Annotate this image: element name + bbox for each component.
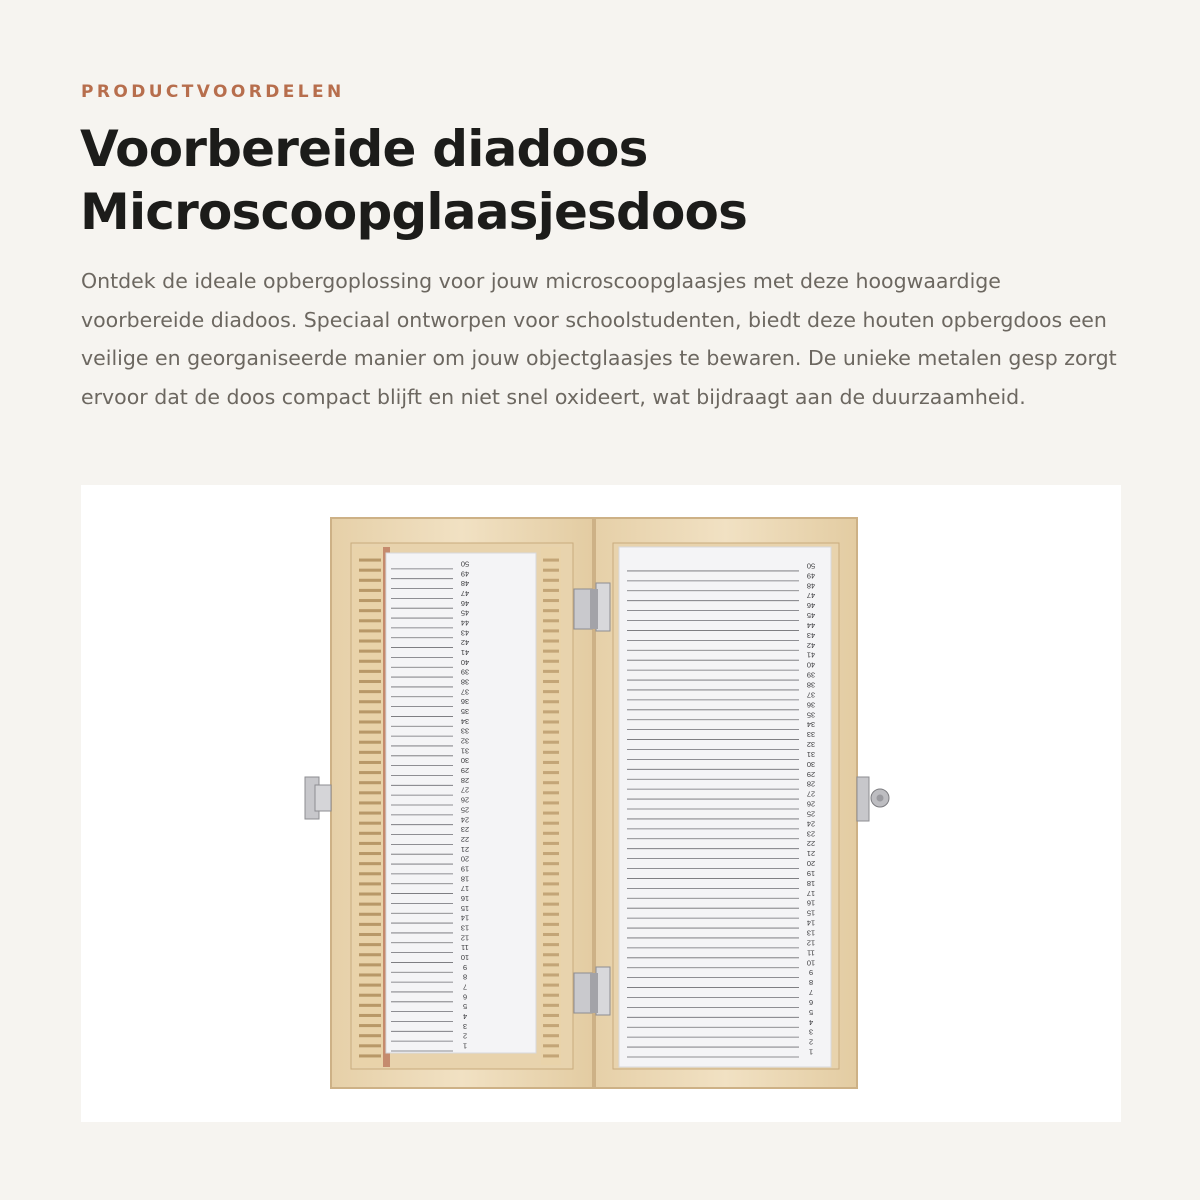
slot-number: 7: [808, 988, 814, 998]
slot-number: 41: [806, 650, 816, 660]
rack-slot: [543, 700, 559, 703]
slot-number: 16: [806, 898, 816, 908]
product-description: Ontdek de ideale opbergoplossing voor jouw microscoopglaasjes met deze hoogwaardige voorbereide diadoos. Speciaal ontworpen voor schoolstudenten, biedt deze houten opbergdoos een veilige en georganiseerde manier om jouw objectglaasjes te bewaren. De unieke metalen gesp zorgt ervoor dat de doos compact blijft en niet snel oxideert, wat bijdraagt aan de duurzaamheid.: [81, 269, 1117, 409]
rack-slot: [543, 720, 559, 723]
slot-number: 35: [460, 707, 470, 717]
slot-number: 23: [806, 829, 816, 839]
hinge-bottom: [574, 967, 610, 1015]
rack-slot: [359, 680, 381, 683]
rack-slot: [543, 680, 559, 683]
slot-number: 44: [460, 618, 470, 628]
rack-slot: [543, 619, 559, 622]
rack-slot: [543, 690, 559, 693]
rack-slot: [359, 893, 381, 896]
slot-number: 44: [806, 620, 816, 630]
slot-number: 42: [806, 640, 816, 650]
rack-slot: [359, 943, 381, 946]
slot-number: 19: [460, 864, 470, 874]
slot-number: 48: [460, 579, 470, 589]
rack-slot: [359, 882, 381, 885]
rack-slot: [359, 559, 381, 562]
rack-slot: [359, 923, 381, 926]
slot-number: 45: [460, 608, 470, 618]
rack-slot: [543, 660, 559, 663]
rack-slot: [543, 559, 559, 562]
slot-number: 25: [460, 805, 470, 815]
slot-number: 10: [806, 958, 816, 968]
slot-number: 6: [462, 992, 468, 1002]
slot-number: 8: [808, 978, 814, 988]
slot-number: 12: [460, 933, 470, 943]
rack-slot: [359, 609, 381, 612]
rack-slot: [543, 963, 559, 966]
rack-slot: [359, 913, 381, 916]
rack-slot: [359, 1054, 381, 1057]
slot-number: 21: [460, 844, 470, 854]
rack-slot: [543, 822, 559, 825]
rack-slot: [543, 842, 559, 845]
eyebrow-label: PRODUCTVOORDELEN: [81, 82, 345, 102]
slot-number: 22: [460, 834, 470, 844]
rack-slot: [543, 923, 559, 926]
rack-slot: [359, 984, 381, 987]
rack-slot: [543, 670, 559, 673]
rack-slot: [543, 1024, 559, 1027]
rack-slot: [359, 791, 381, 794]
slot-number: 2: [808, 1037, 814, 1047]
slot-number: 15: [460, 903, 470, 913]
rack-slot: [359, 812, 381, 815]
rack-slot: [359, 751, 381, 754]
slot-number: 3: [808, 1027, 814, 1037]
rack-slot: [543, 933, 559, 936]
slot-number: 35: [806, 710, 816, 720]
slot-number: 46: [460, 598, 470, 608]
rack-slot: [543, 862, 559, 865]
slot-number: 26: [806, 799, 816, 809]
rack-slot: [543, 640, 559, 643]
rack-slot: [359, 1014, 381, 1017]
slot-number: 46: [806, 601, 816, 611]
rack-slot: [543, 751, 559, 754]
slot-number: 45: [806, 611, 816, 621]
slot-number: 20: [460, 854, 470, 864]
slot-number: 38: [806, 680, 816, 690]
slot-number: 30: [460, 756, 470, 766]
slot-number: 24: [806, 819, 816, 829]
slot-number: 32: [806, 740, 816, 750]
rack-slot: [359, 832, 381, 835]
slot-number: 9: [462, 962, 468, 972]
rack-slot: [543, 741, 559, 744]
rack-slot: [359, 569, 381, 572]
rack-slot: [359, 660, 381, 663]
hinge-top: [574, 583, 610, 631]
slot-number: 36: [460, 697, 470, 707]
rack-slot: [543, 650, 559, 653]
slot-number: 50: [806, 561, 816, 571]
slot-number: 43: [460, 628, 470, 638]
rack-slot: [543, 609, 559, 612]
rack-slot: [543, 893, 559, 896]
rack-slot: [543, 812, 559, 815]
index-card-right: [619, 547, 831, 1067]
rack-slot: [543, 589, 559, 592]
slot-number: 1: [462, 1041, 468, 1051]
rack-slot: [359, 994, 381, 997]
slot-number: 36: [806, 700, 816, 710]
slot-number: 48: [806, 581, 816, 591]
rack-slot: [359, 963, 381, 966]
slot-number: 2: [462, 1031, 468, 1041]
slot-number: 20: [806, 859, 816, 869]
slot-number: 38: [460, 677, 470, 687]
rack-slot: [543, 994, 559, 997]
slot-number: 21: [806, 849, 816, 859]
slot-number: 19: [806, 868, 816, 878]
slot-number: 24: [460, 815, 470, 825]
slot-number: 18: [806, 878, 816, 888]
slot-number: 9: [808, 968, 814, 978]
slot-number: 10: [460, 953, 470, 963]
rack-slot: [543, 903, 559, 906]
rack-slot: [543, 781, 559, 784]
rack-slot: [543, 710, 559, 713]
slot-number: 39: [460, 667, 470, 677]
slot-number: 29: [806, 769, 816, 779]
rack-slot: [543, 569, 559, 572]
rack-slot: [359, 953, 381, 956]
slot-number: 17: [806, 888, 816, 898]
rack-slot: [543, 984, 559, 987]
rack-slot: [359, 710, 381, 713]
slot-number: 6: [808, 997, 814, 1007]
slot-number: 12: [806, 938, 816, 948]
rack-slot: [359, 781, 381, 784]
rack-slot: [359, 690, 381, 693]
rack-slot: [359, 771, 381, 774]
rack-slot: [543, 731, 559, 734]
slot-number: 27: [806, 789, 816, 799]
rack-slot: [359, 903, 381, 906]
rack-slot: [543, 882, 559, 885]
rack-slot: [543, 1004, 559, 1007]
slot-number: 14: [806, 918, 816, 928]
rack-slot: [543, 953, 559, 956]
slot-number: 40: [460, 657, 470, 667]
rack-slot: [359, 731, 381, 734]
slot-number: 17: [460, 884, 470, 894]
page-title: [80, 118, 1140, 244]
slot-number: 42: [460, 638, 470, 648]
rack-slot: [359, 862, 381, 865]
slot-number: 23: [460, 825, 470, 835]
slot-number: 41: [460, 647, 470, 657]
rack-slot: [359, 852, 381, 855]
rack-slot: [359, 1034, 381, 1037]
slot-number: 14: [460, 913, 470, 923]
rack-slot: [359, 650, 381, 653]
slot-number: 29: [460, 766, 470, 776]
rack-slot: [359, 599, 381, 602]
slide-box-illustration: [81, 485, 1121, 1122]
rack-slot: [359, 700, 381, 703]
rack-slot: [359, 589, 381, 592]
rack-slot: [359, 670, 381, 673]
slot-number: 47: [460, 588, 470, 598]
slot-number: 50: [460, 559, 470, 569]
slot-number: 37: [806, 690, 816, 700]
rack-slot: [543, 629, 559, 632]
rack-slot: [359, 842, 381, 845]
slot-number: 31: [460, 746, 470, 756]
product-image: [81, 485, 1121, 1122]
slot-rack-left: [353, 547, 383, 1067]
slot-number: 37: [460, 687, 470, 697]
slot-number: 49: [806, 571, 816, 581]
slot-number: 4: [808, 1017, 814, 1027]
slot-number: 18: [460, 874, 470, 884]
slot-number: 47: [806, 591, 816, 601]
slot-number: 7: [462, 982, 468, 992]
rack-slot: [543, 872, 559, 875]
rack-slot: [543, 943, 559, 946]
slot-number: 4: [462, 1012, 468, 1022]
slot-number: 5: [808, 1007, 814, 1017]
rack-slot: [543, 1014, 559, 1017]
slot-number: 28: [806, 779, 816, 789]
slot-number: 34: [460, 716, 470, 726]
slot-number: 13: [460, 923, 470, 933]
slot-number: 15: [806, 908, 816, 918]
slot-number: 25: [806, 809, 816, 819]
rack-slot: [359, 720, 381, 723]
rack-slot: [359, 801, 381, 804]
rack-slot: [543, 1034, 559, 1037]
rack-slot: [543, 761, 559, 764]
rack-slot: [543, 771, 559, 774]
rack-slot: [543, 1044, 559, 1047]
rack-slot: [359, 761, 381, 764]
rack-slot: [359, 640, 381, 643]
rack-slot: [543, 801, 559, 804]
rack-slot: [543, 973, 559, 976]
rack-slot: [359, 1044, 381, 1047]
slot-rack-right: [541, 547, 561, 1065]
title-line-1: Voorbereide diadoos: [80, 120, 648, 178]
slot-number: 27: [460, 785, 470, 795]
rack-slot: [543, 599, 559, 602]
rack-slot: [359, 619, 381, 622]
rack-slot: [543, 832, 559, 835]
slot-number: 28: [460, 775, 470, 785]
rack-slot: [359, 933, 381, 936]
slot-number: 13: [806, 928, 816, 938]
rack-slot: [359, 579, 381, 582]
slot-number: 33: [460, 726, 470, 736]
slot-number: 33: [806, 730, 816, 740]
slot-number: 32: [460, 736, 470, 746]
slot-number: 8: [462, 972, 468, 982]
rack-slot: [543, 791, 559, 794]
rack-slot: [359, 973, 381, 976]
slot-number: 11: [807, 948, 815, 958]
title-line-2: Microscoopglaasjesdoos: [80, 183, 748, 241]
slot-number: 31: [806, 749, 816, 759]
slot-number: 26: [460, 795, 470, 805]
clasp-right: [857, 777, 869, 821]
rack-slot: [359, 1024, 381, 1027]
slot-number: 43: [806, 630, 816, 640]
rack-slot: [543, 913, 559, 916]
slot-number: 34: [806, 720, 816, 730]
slot-number: 49: [460, 569, 470, 579]
slot-number: 22: [806, 839, 816, 849]
slot-number: 5: [462, 1002, 468, 1012]
slot-number: 1: [808, 1047, 814, 1057]
rack-slot: [543, 1054, 559, 1057]
rack-slot: [359, 822, 381, 825]
slot-number: 39: [806, 670, 816, 680]
rack-slot: [543, 852, 559, 855]
slot-number: 40: [806, 660, 816, 670]
rack-slot: [359, 741, 381, 744]
rack-slot: [359, 872, 381, 875]
slot-number: 11: [461, 943, 469, 953]
slot-number: 30: [806, 759, 816, 769]
rack-slot: [359, 1004, 381, 1007]
rack-slot: [359, 629, 381, 632]
slot-number: 16: [460, 893, 470, 903]
rack-slot: [543, 579, 559, 582]
slot-number: 3: [462, 1021, 468, 1031]
